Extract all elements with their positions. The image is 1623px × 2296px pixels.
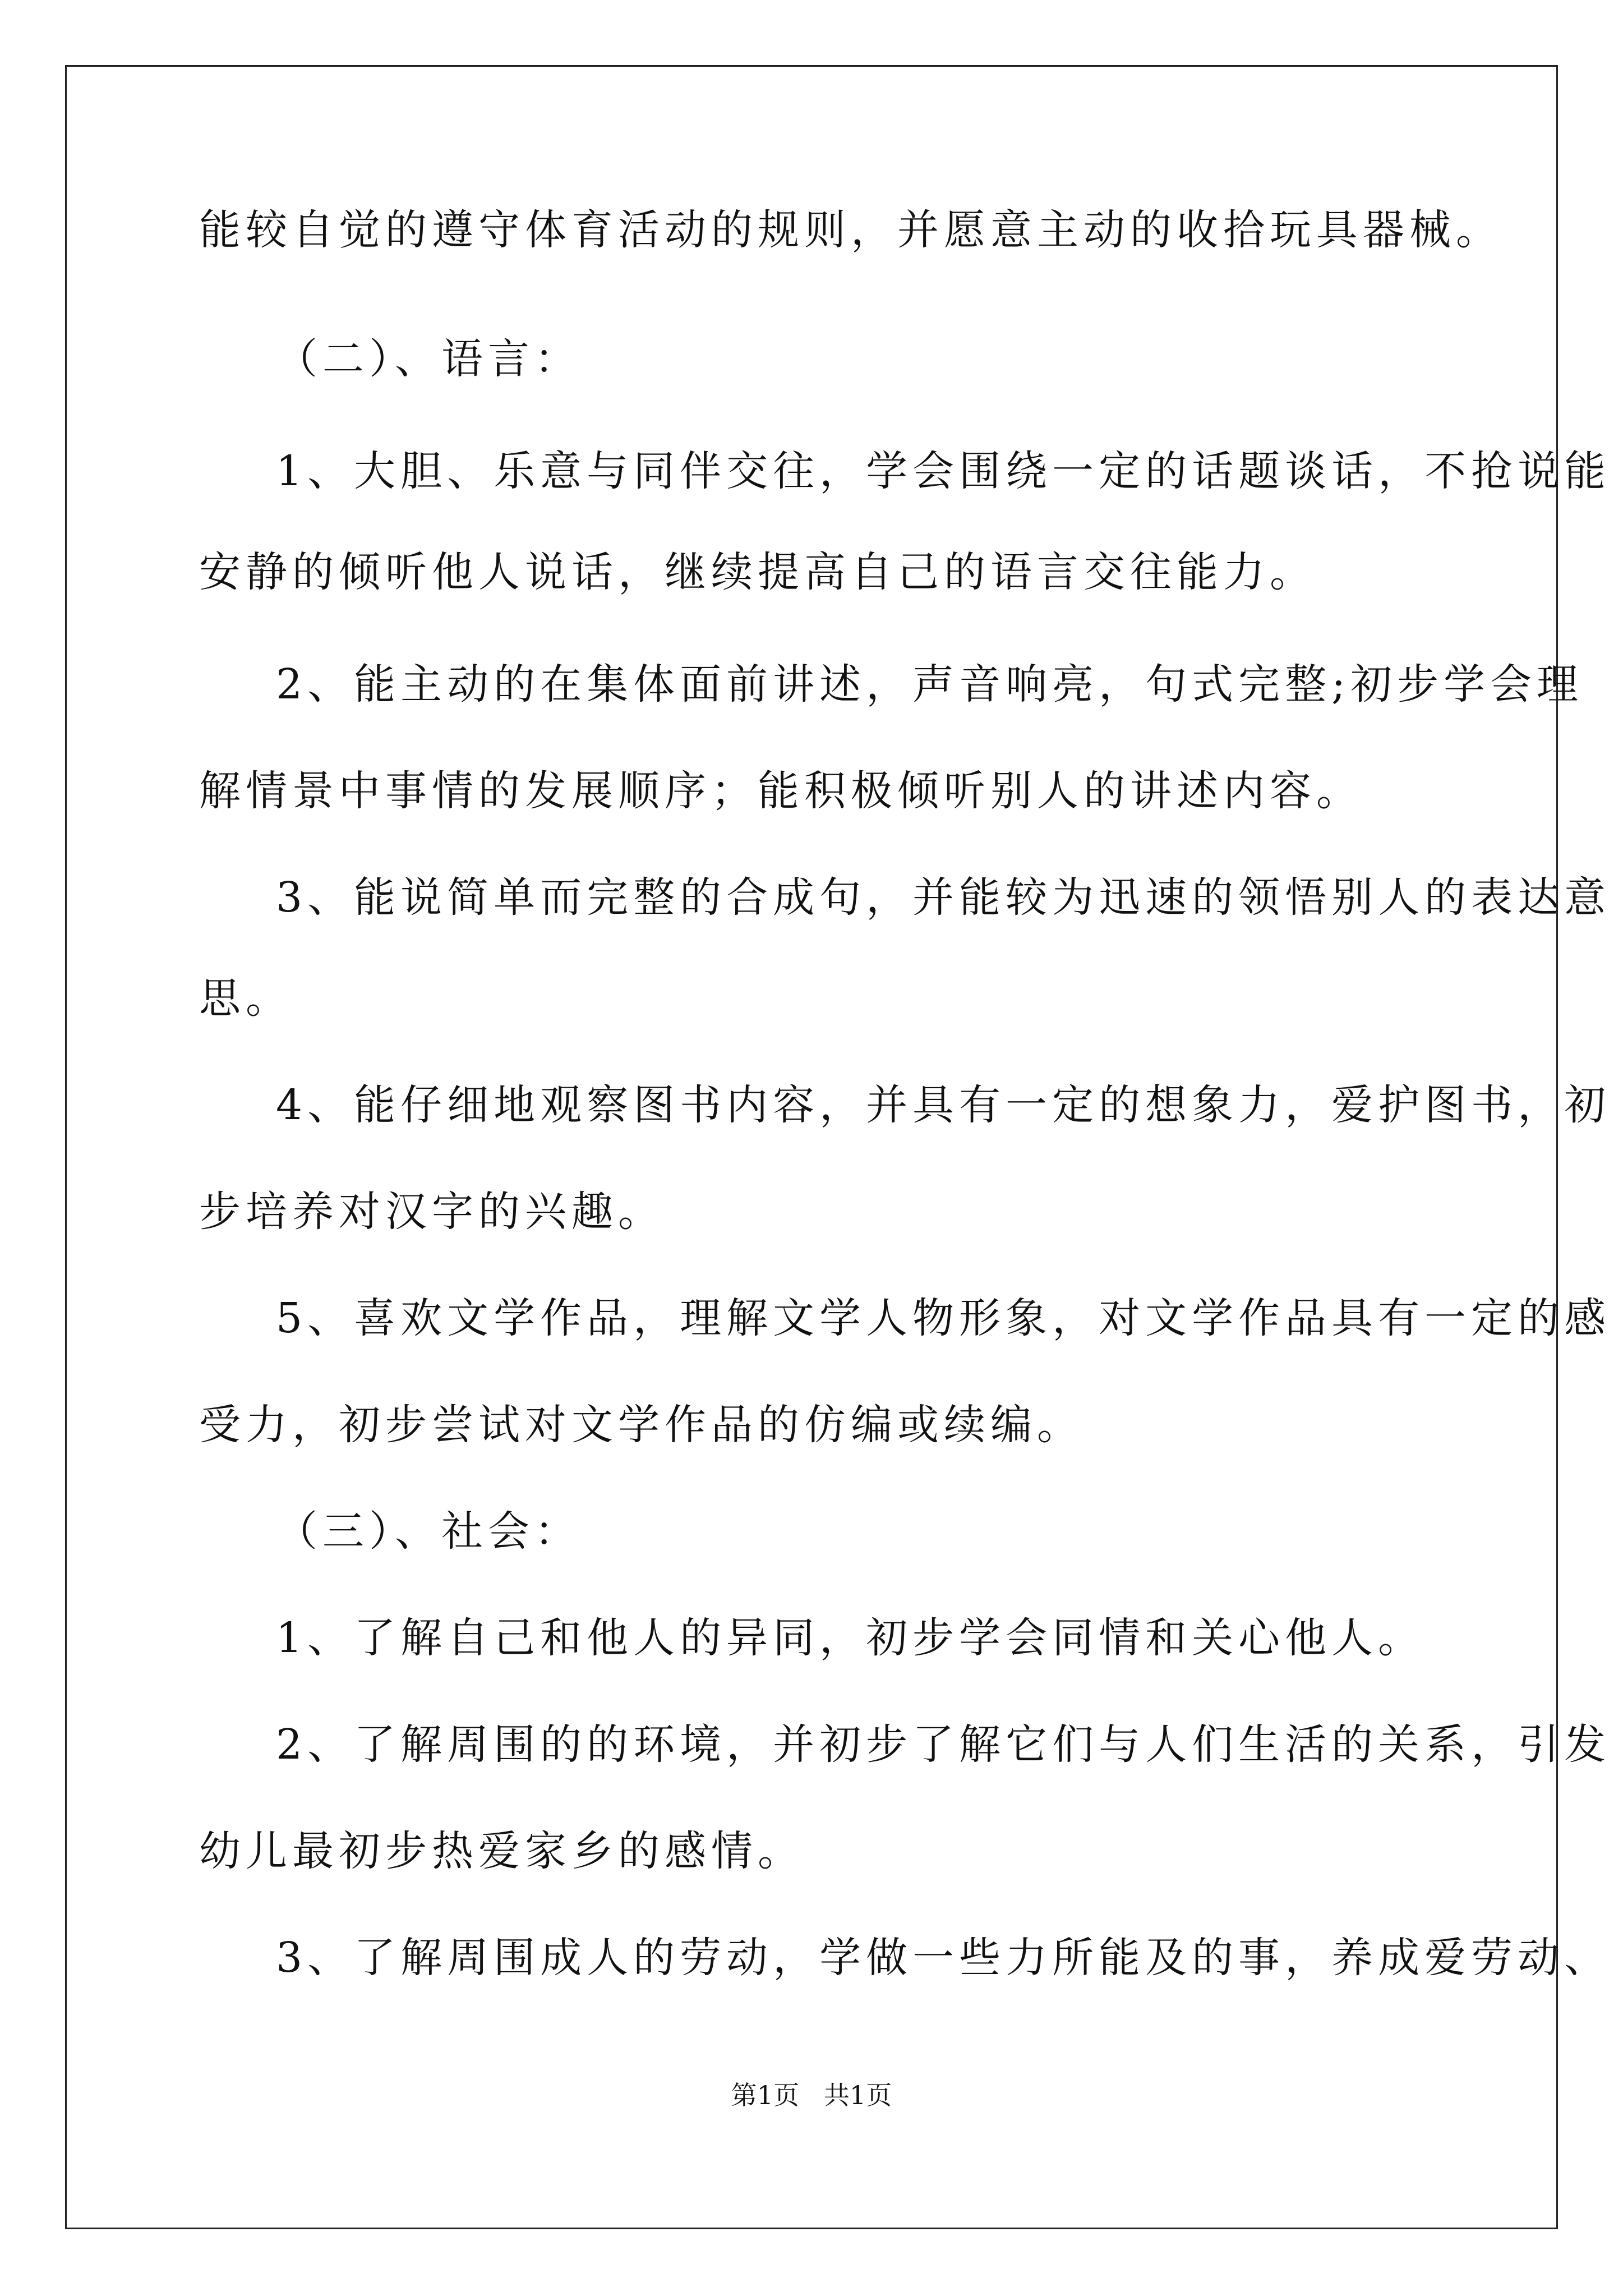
page-border bbox=[65, 65, 1558, 2229]
text-line: 3、了解周围成人的劳动，学做一些力所能及的事，养成爱劳动、 bbox=[276, 1934, 1611, 1982]
text-line: 解情景中事情的发展顺序；能积极倾听别人的讲述内容。 bbox=[199, 767, 1363, 815]
text-line: 1、大胆、乐意与同伴交往，学会围绕一定的话题谈话，不抢说能 bbox=[276, 447, 1611, 495]
text-line: 2、了解周围的的环境，并初步了解它们与人们生活的关系，引发 bbox=[276, 1720, 1611, 1769]
text-line: 幼儿最初步热爱家乡的感情。 bbox=[199, 1827, 804, 1875]
text-line: 2、能主动的在集体面前讲述，声音响亮，句式完整;初步学会理 bbox=[276, 660, 1584, 708]
text-line: 思。 bbox=[199, 974, 292, 1023]
text-line: 1、了解自己和他人的异同，初步学会同情和关心他人。 bbox=[276, 1614, 1425, 1662]
page-number-footer: 第1页 共1页 bbox=[731, 2080, 892, 2110]
text-line: 步培养对汉字的兴趣。 bbox=[199, 1188, 665, 1236]
text-line: 3、能说简单而完整的合成句，并能较为迅速的领悟别人的表达意 bbox=[276, 873, 1611, 922]
text-line: 能较自觉的遵守体育活动的规则，并愿意主动的收拾玩具器械。 bbox=[199, 206, 1502, 254]
text-line: 5、喜欢文学作品，理解文学人物形象，对文学作品具有一定的感 bbox=[276, 1294, 1611, 1342]
section-heading-language: （二）、语言： bbox=[276, 335, 581, 383]
text-line: 4、能仔细地观察图书内容，并具有一定的想象力，爱护图书，初 bbox=[276, 1081, 1611, 1129]
text-line: 安静的倾听他人说话，继续提高自己的语言交往能力。 bbox=[199, 548, 1316, 596]
section-heading-society: （三）、社会： bbox=[276, 1507, 581, 1556]
text-line: 受力，初步尝试对文学作品的仿编或续编。 bbox=[199, 1401, 1083, 1449]
